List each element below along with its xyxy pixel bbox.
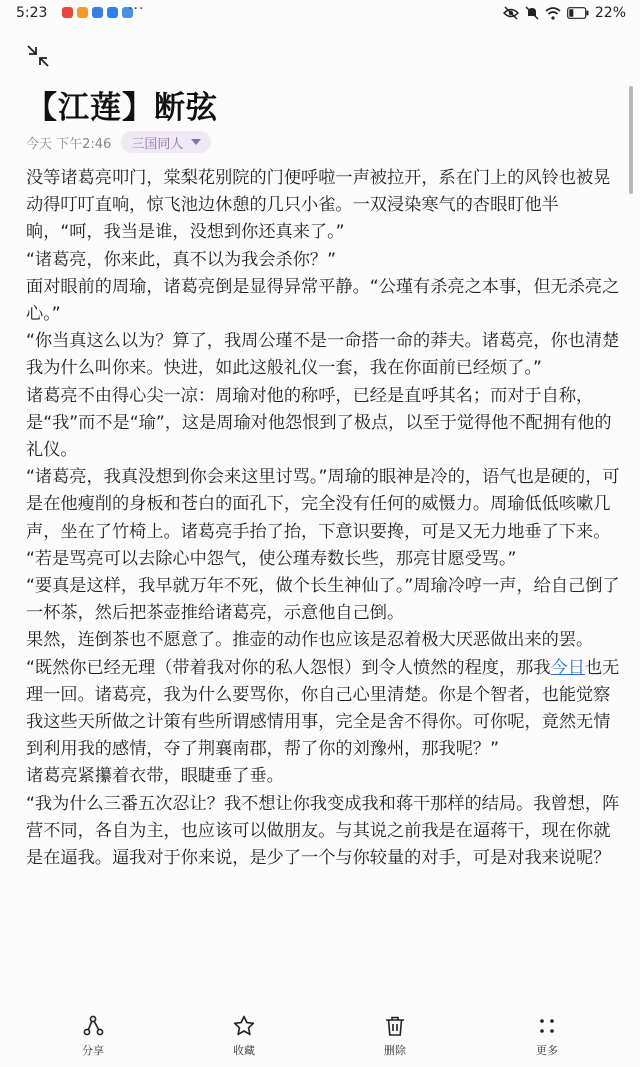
more-notifications-icon: ··· <box>128 1 145 17</box>
paragraph: 诸葛亮不由得心尖一凉：周瑜对他的称呼，已经是直呼其名；而对于自称，是“我”而不是“瑜”，这是周瑜对他怨恨到了极点，以至于觉得他不配拥有他的礼仪。 <box>26 385 612 461</box>
text-segment: 也无理一回。诸葛亮，我为什么要骂你，你自己心里清楚。你是个智者，也能觉察我这些天所做之计策有些所谓感情用事，完全是舍不得你。可你呢，竟然无情到利用我的感情，夺了荆襄南郡，帮了你的刘豫州，那我呢？” <box>26 657 620 760</box>
app-notification-icon <box>77 7 88 18</box>
paragraph: “若是骂亮可以去除心中怨气，使公瑾寿数长些，那亮甘愿受骂。” <box>26 548 517 569</box>
status-bar <box>0 0 640 30</box>
paragraph: “我为什么三番五次忍让？我不想让你我变成我和蒋干那样的结局。我曾想，阵营不同，各自为主，也应该可以做朋友。与其说之前我是在逼蒋干，现在你就是在逼我。逼我对于你来说，是少了一个与你较量的对手，可是对我来说呢？ <box>26 793 620 869</box>
date-link[interactable]: 今日 <box>550 657 585 678</box>
paragraph: 没等诸葛亮叩门，棠梨花别院的门便呼啦一声被拉开，系在门上的风铃也被晃动得叮叮直响，惊飞池边休憩的几只小雀。一双浸染寒气的杏眼盯他半晌，“呵，我当是谁，没想到你还真来了。” <box>26 168 611 243</box>
category-selector[interactable] <box>121 131 211 153</box>
star-icon <box>232 1014 256 1038</box>
category-label: 三国同人 <box>131 136 184 152</box>
more-button[interactable] <box>507 1014 587 1058</box>
status-right <box>503 5 626 21</box>
battery-percent: 22% <box>594 5 626 21</box>
app-notification-icon <box>107 7 118 18</box>
note-title[interactable]: 【江莲】断弦 <box>26 90 218 126</box>
battery-icon <box>567 7 589 19</box>
bottom-toolbar <box>0 1004 640 1067</box>
note-body[interactable] <box>26 165 624 999</box>
share-icon <box>81 1014 105 1038</box>
paragraph: 果然，连倒茶也不愿意了。推壶的动作也应该是忍着极大厌恶做出来的罢。 <box>26 630 594 651</box>
favorite-label: 收藏 <box>233 1044 255 1057</box>
app-notification-icon <box>62 7 73 18</box>
wifi-icon <box>545 7 561 20</box>
more-dots-icon <box>535 1014 559 1038</box>
paragraph: 诸葛亮紧攥着衣带，眼睫垂了垂。 <box>26 766 284 787</box>
paragraph: “要真是这样，我早就万年不死，做个长生神仙了。”周瑜冷哼一声，给自己倒了一杯茶，然后把茶壶推给诸葛亮，示意他自己倒。 <box>26 576 620 624</box>
eye-off-icon <box>503 6 519 20</box>
paragraph-with-link <box>26 655 624 764</box>
trash-icon <box>383 1014 407 1038</box>
mute-icon <box>525 6 539 20</box>
content-fade <box>0 982 640 1004</box>
paragraph: 面对眼前的周瑜，诸葛亮倒是显得异常平静。“公瑾有杀亮之本事，但无杀亮之心。” <box>26 276 620 325</box>
paragraph: “你当真这么以为？算了，我周公瑾不是一命搭一命的莽夫。诸葛亮，你也清楚我为什么叫你来。快进，如此这般礼仪一套，我在你面前已经烦了。” <box>26 331 620 379</box>
collapse-arrows-icon[interactable] <box>24 42 52 70</box>
note-timestamp: 今天 下午2:46 <box>26 136 112 152</box>
chevron-down-icon <box>191 139 201 145</box>
app-notification-icon <box>92 7 103 18</box>
notification-icons <box>62 7 133 18</box>
scrollbar[interactable] <box>629 86 633 194</box>
delete-button[interactable] <box>355 1014 435 1058</box>
paragraph: “诸葛亮，我真没想到你会来这里讨骂。”周瑜的眼神是冷的，语气也是硬的，可是在他瘦削的身板和苍白的面孔下，完全没有任何的威慑力。周瑜低低咳嗽几声，坐在了竹椅上。诸葛亮手抬了抬，下意识要搀，可是又无力地垂了下来。 <box>26 467 620 542</box>
text-segment: “既然你已经无理（带着我对你的私人怨恨）到令人愤然的程度，那我 <box>26 657 551 678</box>
favorite-button[interactable] <box>204 1014 284 1058</box>
status-time: 5:23 <box>16 5 48 21</box>
share-button[interactable] <box>53 1014 133 1058</box>
paragraph: “诸葛亮，你来此，真不以为我会杀你？” <box>26 249 336 270</box>
delete-label: 删除 <box>384 1044 406 1057</box>
share-label: 分享 <box>82 1044 104 1057</box>
meta-row <box>26 130 211 154</box>
more-label: 更多 <box>536 1044 558 1057</box>
